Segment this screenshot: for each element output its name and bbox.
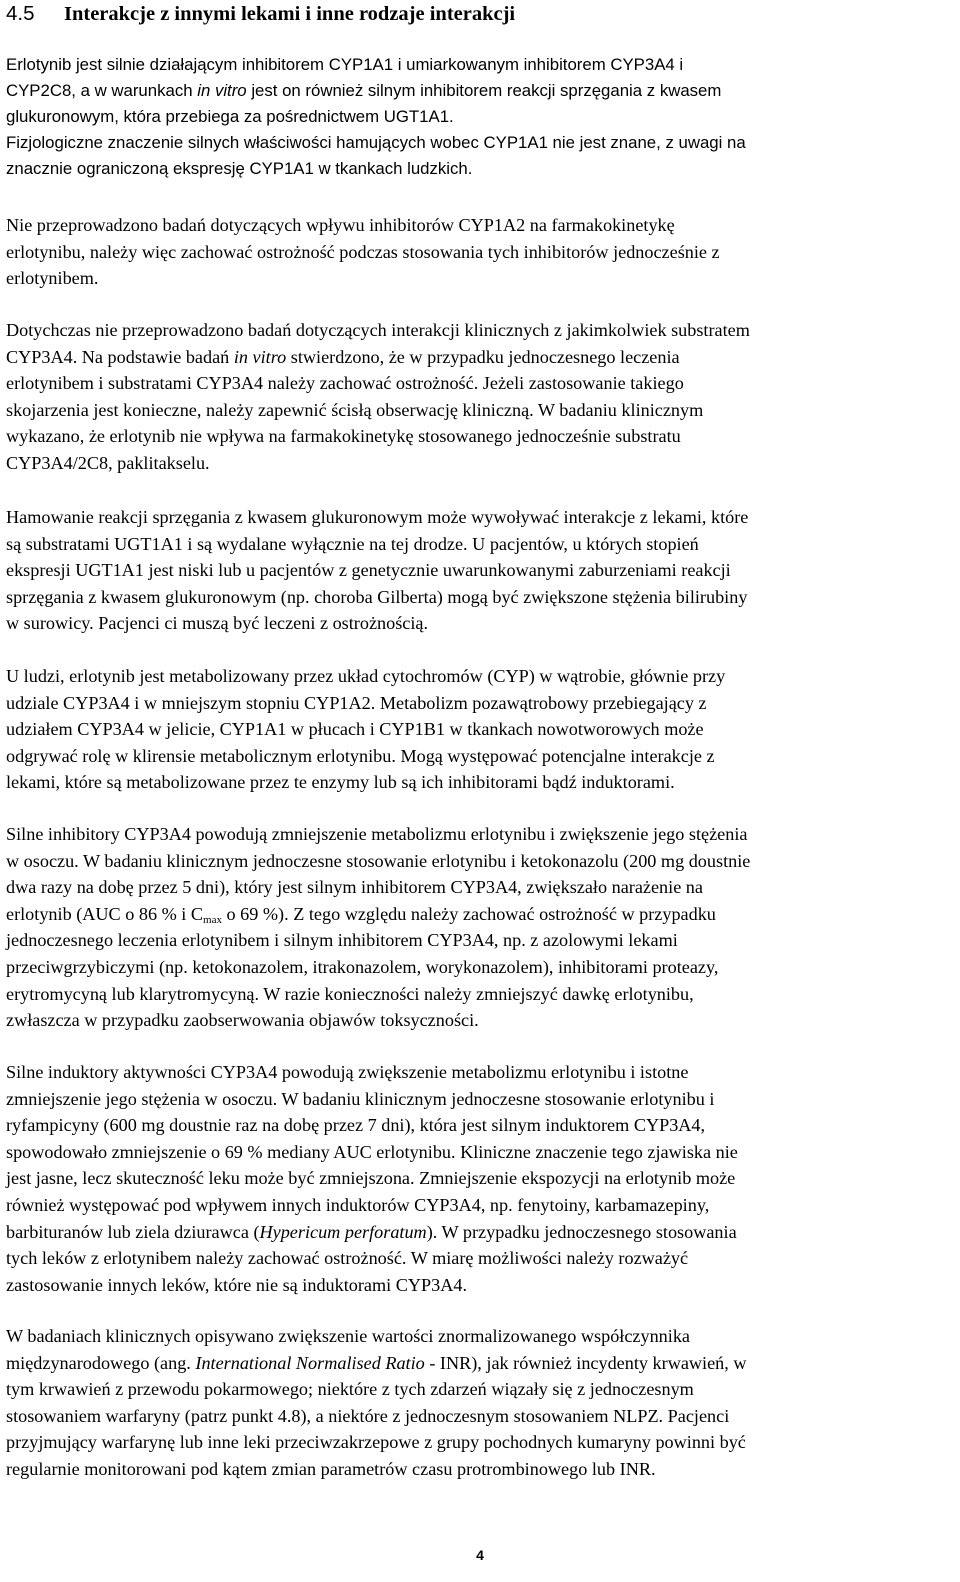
text-run: erytromycyną lub klarytromycyną. W razie konieczności należy zmniejszyć dawkę erlotynibu, (6, 983, 694, 1004)
text-line (6, 716, 725, 743)
text-run: Erlotynib jest silnie działającym inhibitorem CYP1A1 i umiarkowanym inhibitorem CYP3A4 i (6, 55, 684, 74)
text-run: barbituranów lub ziela dziurawca ( (6, 1221, 260, 1242)
text-line (6, 1403, 746, 1430)
text-line (6, 821, 750, 848)
text-run: tym krwawień z przewodu pokarmowego; niektóre z tych zdarzeń wiązały się z jednoczesnym (6, 1379, 694, 1400)
text-run: stwierdzono, że w przypadku jednoczesnego leczenia (286, 346, 680, 367)
text-run: przyjmujący warfarynę lub inne leki przeciwzakrzepowe z grupy pochodnych kumaryny powinni być (6, 1432, 746, 1453)
subscript-text: max (203, 913, 222, 926)
text-run: zwłaszcza w przypadku zaobserwowania objawów toksyczności. (6, 1010, 479, 1031)
text-run: udziale CYP3A4 i w mniejszym stopniu CYP1A2. Metabolizm pozawątrobowy przebiegający z (6, 692, 707, 713)
text-run: dwa razy na dobę przez 5 dni), który jest silnym inhibitorem CYP3A4, zwiększało narażenie na (6, 877, 703, 898)
text-line (6, 104, 746, 130)
text-line (6, 504, 748, 531)
text-line (6, 1245, 738, 1272)
text-run: erlotynibem i substratami CYP3A4 należy zachować ostrożność. Jeżeli zastosowanie takiego (6, 373, 684, 394)
text-run: Silne inhibitory CYP3A4 powodują zmniejszenie metabolizmu erlotynibu i zwiększenie jego stężenia (6, 824, 748, 844)
italic-text: in vitro (197, 81, 247, 100)
text-line (6, 344, 750, 371)
text-run: zmniejszenie jego stężenia w osoczu. W badaniu klinicznym jednoczesne stosowanie erlotynibu i (6, 1088, 715, 1109)
text-run: udziałem CYP3A4 w jelicie, CYP1A1 w płucach i CYP1B1 w tkankach nowotworowych może (6, 719, 704, 740)
text-run: również występować pod wpływem innych induktorów CYP3A4, np. fenytoiny, karbamazepiny, (6, 1194, 710, 1215)
paragraph (6, 504, 748, 637)
text-run: U ludzi, erlotynib jest metabolizowany przez układ cytochromów (CYP) w wątrobie, głównie przy (6, 666, 726, 686)
text-run: glukuronowym, która przebiega za pośrednictwem UGT1A1. (6, 107, 454, 126)
text-run: Fizjologiczne znaczenie silnych właściwości hamujących wobec CYP1A1 nie jest znane, z uwagi na (6, 133, 746, 152)
text-line (6, 370, 750, 397)
text-run: regularnie monitorowani pod kątem zmian parametrów czasu protrombinowego lub INR. (6, 1458, 656, 1479)
text-line (6, 397, 750, 424)
text-line (6, 1350, 746, 1377)
text-run: skojarzenia jest konieczne, należy zapewnić ścisłą obserwację kliniczną. W badaniu klinicznym (6, 399, 704, 420)
text-line (6, 610, 748, 637)
italic-text: International Normalised Ratio (195, 1352, 425, 1373)
italic-text: Hypericum perforatum (259, 1221, 427, 1242)
paragraph (6, 1059, 738, 1298)
section-title: Interakcje z innymi lekami i inne rodzaje interakcji (64, 3, 516, 25)
text-line (6, 848, 750, 875)
text-line (6, 1456, 746, 1483)
text-run: w surowicy. Pacjenci ci muszą być leczeni z ostrożnością. (6, 613, 429, 634)
text-line (6, 52, 746, 78)
paragraph (6, 317, 750, 477)
text-line (6, 1429, 746, 1456)
text-line (6, 1139, 738, 1166)
text-run: spowodowało zmniejszenie o 69 % mediany AUC erlotynibu. Kliniczne znaczenie tego zjawiska nie (6, 1141, 738, 1162)
text-run: erlotynib (AUC o 86 % i C (6, 903, 204, 924)
text-run: CYP2C8, a w warunkach (6, 81, 198, 100)
text-line (6, 1112, 738, 1139)
text-line (6, 450, 750, 477)
paragraph (6, 663, 725, 796)
text-line (6, 265, 720, 292)
text-line (6, 423, 750, 450)
text-line (6, 317, 750, 344)
text-line (6, 690, 725, 717)
text-run: Hamowanie reakcji sprzęgania z kwasem glukuronowym może wywoływać interakcje z lekami, które (6, 507, 749, 527)
paragraph (6, 52, 746, 182)
text-run: jednoczesnego leczenia erlotynibem i silnym inhibitorem CYP3A4, np. z azolowymi lekami (6, 930, 678, 951)
text-line (6, 531, 748, 558)
text-line (6, 156, 746, 182)
text-line (6, 1086, 738, 1113)
text-line (6, 874, 750, 901)
text-line (6, 954, 750, 981)
text-line (6, 557, 748, 584)
text-run: Dotychczas nie przeprowadzono badań dotyczących interakcji klinicznych z jakimkolwiek substratem (6, 320, 750, 340)
text-line (6, 981, 750, 1008)
text-run: erlotynibu, należy więc zachować ostrożność podczas stosowania tych inhibitorów jednocześnie z (6, 241, 720, 262)
text-line (6, 130, 746, 156)
text-run: W badaniach klinicznych opisywano zwiększenie wartości znormalizowanego współczynnika (6, 1326, 690, 1346)
text-run: Nie przeprowadzono badań dotyczących wpływu inhibitorów CYP1A2 na farmakokinetykę (6, 215, 675, 235)
text-run: erlotynibem. (6, 268, 99, 289)
text-line (6, 1007, 750, 1034)
text-run: stosowaniem warfaryny (patrz punkt 4.8), a niektóre z jednoczesnym stosowaniem NLPZ. Pacjenci (6, 1405, 730, 1426)
text-line (6, 1376, 746, 1403)
text-run: zastosowanie innych leków, które nie są induktorami CYP3A4. (6, 1274, 468, 1295)
section-heading (6, 2, 952, 26)
text-line (6, 663, 725, 690)
text-run: jest jasne, lecz skuteczność leku może być zmniejszona. Zmniejszenie ekspozycji na erlotynib może (6, 1168, 736, 1189)
text-line (6, 1323, 746, 1350)
text-run: w osoczu. W badaniu klinicznym jednoczesne stosowanie erlotynibu i ketokonazolu (200 mg doustnie (6, 850, 751, 871)
section-number: 4.5 (6, 2, 35, 25)
text-line (6, 769, 725, 796)
text-run: wykazano, że erlotynib nie wpływa na farmakokinetykę stosowanego jednocześnie substratu (6, 426, 681, 447)
text-run: - INR), jak również incydenty krwawień, w (424, 1352, 747, 1373)
text-run: ryfampicyny (600 mg doustnie raz na dobę przez 7 dni), która jest silnym induktorem CYP3A4, (6, 1115, 706, 1136)
paragraph (6, 212, 720, 292)
paragraph (6, 1323, 746, 1483)
text-line (6, 1192, 738, 1219)
text-line (6, 212, 720, 239)
text-run: o 69 %). Z tego względu należy zachować ostrożność w przypadku (221, 903, 716, 924)
text-run: CYP3A4. Na podstawie badań (6, 346, 234, 367)
text-run: są substratami UGT1A1 i są wydalane wyłącznie na tej drodze. U pacjentów, u których stopień (6, 533, 699, 554)
text-line (6, 584, 748, 611)
text-run: ekspresji UGT1A1 jest niski lub u pacjentów z genetycznie uwarunkowanymi zaburzeniami reakcji (6, 560, 731, 581)
text-run: Silne induktory aktywności CYP3A4 powodują zwiększenie metabolizmu erlotynibu i istotne (6, 1062, 689, 1082)
page-number: 4 (476, 1547, 484, 1563)
text-run: sprzęgania z kwasem glukuronowym (np. choroba Gilberta) mogą być zwiększone stężenia bilirubiny (6, 586, 748, 607)
text-run: międzynarodowego (ang. (6, 1352, 196, 1373)
text-run: ). W przypadku jednoczesnego stosowania (426, 1221, 737, 1242)
text-run: odgrywać rolę w klirensie metabolicznym erlotynibu. Mogą występować potencjalne interakcje z (6, 745, 715, 766)
text-line (6, 743, 725, 770)
text-line (6, 239, 720, 266)
text-line (6, 1272, 738, 1299)
text-line (6, 1219, 738, 1246)
document-page (6, 0, 952, 1479)
text-run: przeciwgrzybiczymi (np. ketokonazolem, itrakonazolem, worykonazolem), inhibitorami proteazy, (6, 956, 719, 977)
italic-text: in vitro (233, 346, 287, 367)
paragraph (6, 821, 750, 1034)
text-run: tych leków z erlotynibem należy zachować ostrożność. W miarę możliwości należy rozważyć (6, 1248, 689, 1269)
text-run: znacznie ograniczoną ekspresję CYP1A1 w tkankach ludzkich. (6, 159, 473, 178)
text-line (6, 1059, 738, 1086)
text-run: jest on również silnym inhibitorem reakcji sprzęgania z kwasem (246, 81, 722, 100)
text-line (6, 901, 750, 928)
text-line (6, 927, 750, 954)
text-run: CYP3A4/2C8, paklitakselu. (6, 452, 210, 473)
text-run: lekami, które są metabolizowane przez te enzymy lub są ich inhibitorami bądź induktorami. (6, 772, 675, 793)
text-line (6, 1165, 738, 1192)
text-line (6, 78, 746, 104)
